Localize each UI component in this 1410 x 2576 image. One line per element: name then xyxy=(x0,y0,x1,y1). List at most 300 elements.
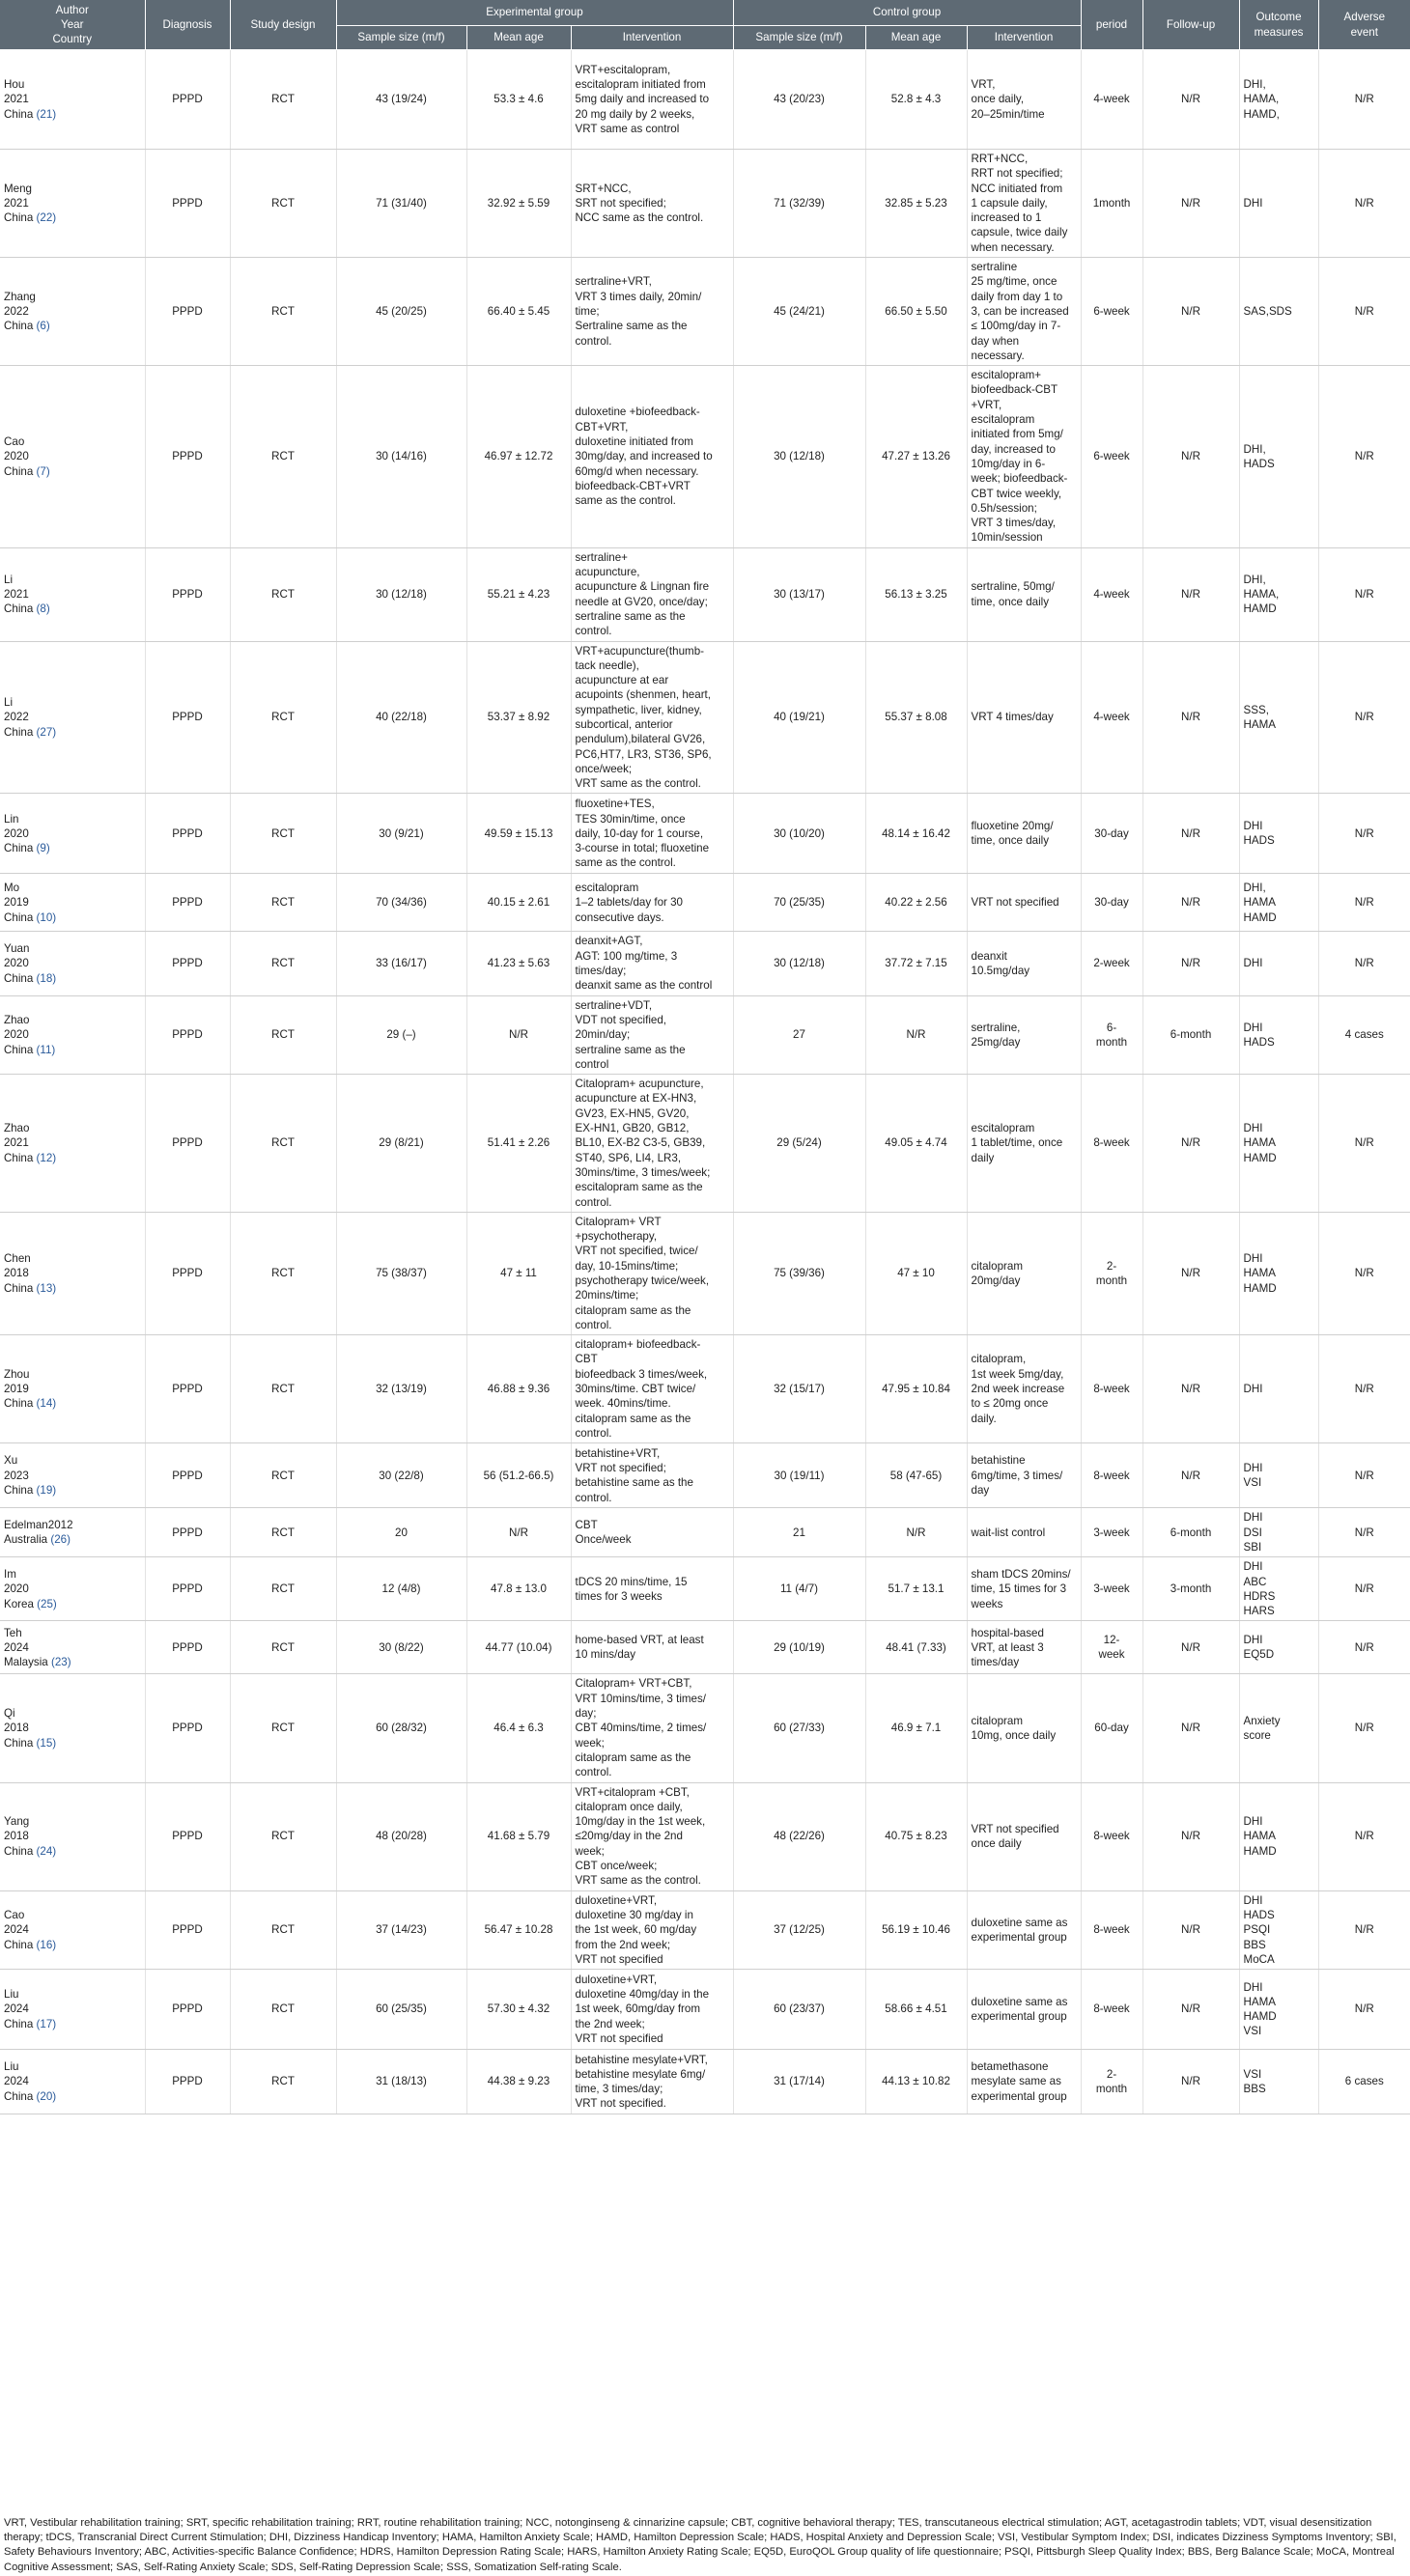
ctrl-intervention-cell: VRT not specified xyxy=(967,874,1081,932)
adverse-event-cell: N/R xyxy=(1318,1890,1410,1969)
outcome-measures-cell: DHI, HAMA, HAMD, xyxy=(1239,50,1318,150)
ctrl-sample-size-cell: 11 (4/7) xyxy=(733,1557,865,1621)
exp-mean-age-cell: 41.23 ± 5.63 xyxy=(466,932,571,995)
adverse-event-cell: 4 cases xyxy=(1318,995,1410,1074)
ctrl-mean-age-cell: N/R xyxy=(865,1508,967,1557)
exp-intervention-cell: deanxit+AGT, AGT: 100 mg/time, 3 times/day; deanxit same as the control xyxy=(571,932,733,995)
follow-up-cell: 6-month xyxy=(1142,995,1239,1074)
exp-intervention-cell: tDCS 20 mins/time, 15 times for 3 weeks xyxy=(571,1557,733,1621)
author-cell xyxy=(0,1782,145,1890)
reference-link[interactable]: (11) xyxy=(36,1043,56,1056)
follow-up-cell: N/R xyxy=(1142,1621,1239,1674)
reference-link[interactable]: (14) xyxy=(36,1397,57,1411)
reference-link[interactable]: (9) xyxy=(36,842,50,855)
table-row xyxy=(0,1212,1410,1334)
study-design-cell: RCT xyxy=(230,366,336,548)
ctrl-mean-age-cell: 66.50 ± 5.50 xyxy=(865,258,967,366)
period-cell: 8-week xyxy=(1081,1443,1142,1508)
reference-link[interactable]: (6) xyxy=(36,320,50,333)
reference-link[interactable]: (27) xyxy=(36,725,57,739)
header-adverse-event: Adverse event xyxy=(1318,0,1410,50)
period-cell: 8-week xyxy=(1081,1075,1142,1213)
follow-up-cell: N/R xyxy=(1142,1075,1239,1213)
exp-mean-age-cell: 57.30 ± 4.32 xyxy=(466,1970,571,2050)
exp-sample-size-cell: 60 (25/35) xyxy=(336,1970,466,2050)
diagnosis-cell: PPPD xyxy=(145,2050,230,2114)
outcome-measures-cell: DHI HADS xyxy=(1239,995,1318,1074)
period-cell: 6-week xyxy=(1081,258,1142,366)
diagnosis-cell: PPPD xyxy=(145,932,230,995)
author-text: Zhou 2019 China xyxy=(4,1367,34,1411)
exp-sample-size-cell: 37 (14/23) xyxy=(336,1890,466,1969)
ctrl-mean-age-cell: 56.13 ± 3.25 xyxy=(865,547,967,641)
ctrl-sample-size-cell: 21 xyxy=(733,1508,865,1557)
header-exp-sample-size: Sample size (m/f) xyxy=(336,26,466,50)
exp-mean-age-cell: N/R xyxy=(466,995,571,1074)
reference-link[interactable]: (24) xyxy=(36,1844,57,1858)
study-design-cell: RCT xyxy=(230,1970,336,2050)
ctrl-mean-age-cell: 55.37 ± 8.08 xyxy=(865,641,967,794)
header-diagnosis: Diagnosis xyxy=(145,0,230,50)
exp-mean-age-cell: 46.97 ± 12.72 xyxy=(466,366,571,548)
ctrl-sample-size-cell: 37 (12/25) xyxy=(733,1890,865,1969)
reference-link[interactable]: (12) xyxy=(36,1151,57,1164)
header-ctrl-mean-age: Mean age xyxy=(865,26,967,50)
author-cell xyxy=(0,1075,145,1213)
period-cell: 30-day xyxy=(1081,874,1142,932)
exp-sample-size-cell: 30 (9/21) xyxy=(336,794,466,874)
study-design-cell: RCT xyxy=(230,995,336,1074)
follow-up-cell: N/R xyxy=(1142,1890,1239,1969)
author-cell xyxy=(0,932,145,995)
follow-up-cell: N/R xyxy=(1142,1212,1239,1334)
ctrl-sample-size-cell: 75 (39/36) xyxy=(733,1212,865,1334)
adverse-event-cell: N/R xyxy=(1318,1621,1410,1674)
author-text: Chen 2018 China xyxy=(4,1252,34,1295)
follow-up-cell: N/R xyxy=(1142,547,1239,641)
exp-sample-size-cell: 12 (4/8) xyxy=(336,1557,466,1621)
author-text: Zhao 2021 China xyxy=(4,1122,34,1164)
exp-mean-age-cell: 47 ± 11 xyxy=(466,1212,571,1334)
author-text: Im 2020 Korea xyxy=(4,1567,34,1610)
author-cell xyxy=(0,1890,145,1969)
outcome-measures-cell: DHI HADS PSQI BBS MoCA xyxy=(1239,1890,1318,1969)
author-text: Edelman2012 Australia xyxy=(4,1518,73,1547)
exp-mean-age-cell: 47.8 ± 13.0 xyxy=(466,1557,571,1621)
ctrl-intervention-cell: duloxetine same as experimental group xyxy=(967,1890,1081,1969)
header-experimental-group: Experimental group xyxy=(336,0,733,26)
header-period: period xyxy=(1081,0,1142,50)
follow-up-cell: N/R xyxy=(1142,258,1239,366)
author-text: Hou 2021 China xyxy=(4,78,34,121)
author-text: Qi 2018 China xyxy=(4,1707,34,1750)
author-text: Li 2022 China xyxy=(4,696,34,739)
table-row xyxy=(0,1443,1410,1508)
ctrl-intervention-cell: hospital-based VRT, at least 3 times/day xyxy=(967,1621,1081,1674)
period-cell: 4-week xyxy=(1081,641,1142,794)
ctrl-mean-age-cell: 52.8 ± 4.3 xyxy=(865,50,967,150)
table-row xyxy=(0,932,1410,995)
study-design-cell: RCT xyxy=(230,1443,336,1508)
exp-mean-age-cell: 51.41 ± 2.26 xyxy=(466,1075,571,1213)
outcome-measures-cell: DHI HAMA HAMD xyxy=(1239,1782,1318,1890)
exp-intervention-cell: betahistine+VRT, VRT not specified; betahistine same as the control. xyxy=(571,1443,733,1508)
adverse-event-cell: N/R xyxy=(1318,366,1410,548)
exp-sample-size-cell: 45 (20/25) xyxy=(336,258,466,366)
adverse-event-cell: N/R xyxy=(1318,794,1410,874)
period-cell: 6-week xyxy=(1081,366,1142,548)
exp-intervention-cell: duloxetine +biofeedback- CBT+VRT, duloxetine initiated from 30mg/day, and increased to 60mg/d when necessary. biofeedback-CBT+VRT same as the control. xyxy=(571,366,733,548)
ctrl-intervention-cell: citalopram 20mg/day xyxy=(967,1212,1081,1334)
author-text: Teh 2024 Malaysia xyxy=(4,1626,48,1669)
period-cell: 2-week xyxy=(1081,932,1142,995)
exp-mean-age-cell: 53.37 ± 8.92 xyxy=(466,641,571,794)
ctrl-sample-size-cell: 60 (27/33) xyxy=(733,1674,865,1782)
outcome-measures-cell: DHI EQ5D xyxy=(1239,1621,1318,1674)
ctrl-intervention-cell: citalopram 10mg, once daily xyxy=(967,1674,1081,1782)
author-cell xyxy=(0,1970,145,2050)
table-row xyxy=(0,874,1410,932)
author-text: Yang 2018 China xyxy=(4,1815,34,1858)
ctrl-mean-age-cell: 56.19 ± 10.46 xyxy=(865,1890,967,1969)
adverse-event-cell: N/R xyxy=(1318,1674,1410,1782)
ctrl-intervention-cell: sham tDCS 20mins/ time, 15 times for 3 weeks xyxy=(967,1557,1081,1621)
author-cell xyxy=(0,1335,145,1443)
exp-mean-age-cell: 53.3 ± 4.6 xyxy=(466,50,571,150)
study-design-cell: RCT xyxy=(230,1075,336,1213)
exp-intervention-cell: VRT+escitalopram, escitalopram initiated from 5mg daily and increased to 20 mg daily by 2 weeks, VRT same as control xyxy=(571,50,733,150)
header-study-design: Study design xyxy=(230,0,336,50)
exp-mean-age-cell: N/R xyxy=(466,1508,571,1557)
exp-intervention-cell: sertraline+VDT, VDT not specified, 20min/day; sertraline same as the control xyxy=(571,995,733,1074)
diagnosis-cell: PPPD xyxy=(145,366,230,548)
follow-up-cell: N/R xyxy=(1142,932,1239,995)
exp-mean-age-cell: 32.92 ± 5.59 xyxy=(466,150,571,258)
outcome-measures-cell: DHI VSI xyxy=(1239,1443,1318,1508)
exp-sample-size-cell: 43 (19/24) xyxy=(336,50,466,150)
study-design-cell: RCT xyxy=(230,641,336,794)
table-row xyxy=(0,150,1410,258)
reference-link[interactable]: (25) xyxy=(37,1597,57,1610)
ctrl-sample-size-cell: 60 (23/37) xyxy=(733,1970,865,2050)
ctrl-sample-size-cell: 30 (12/18) xyxy=(733,932,865,995)
diagnosis-cell: PPPD xyxy=(145,1075,230,1213)
ctrl-sample-size-cell: 45 (24/21) xyxy=(733,258,865,366)
ctrl-intervention-cell: betamethasone mesylate same as experimental group xyxy=(967,2050,1081,2114)
exp-intervention-cell: Citalopram+ acupuncture, acupuncture at EX-HN3, GV23, EX-HN5, GV20, EX-HN1, GB20, GB12, BL10, EX-B2 C3-5, GB39, ST40, SP6, LI4, LR3, 30mins/time, 3 times/week; escitalopram same as the control. xyxy=(571,1075,733,1213)
author-cell xyxy=(0,2050,145,2114)
header-ctrl-sample-size: Sample size (m/f) xyxy=(733,26,865,50)
author-text: Cao 2020 China xyxy=(4,434,34,478)
exp-sample-size-cell: 30 (8/22) xyxy=(336,1621,466,1674)
exp-mean-age-cell: 44.38 ± 9.23 xyxy=(466,2050,571,2114)
reference-link[interactable]: (17) xyxy=(36,2017,57,2030)
adverse-event-cell: N/R xyxy=(1318,1508,1410,1557)
period-cell: 8-week xyxy=(1081,1335,1142,1443)
author-text: Zhang 2022 China xyxy=(4,290,36,333)
ctrl-intervention-cell: VRT 4 times/day xyxy=(967,641,1081,794)
diagnosis-cell: PPPD xyxy=(145,150,230,258)
outcome-measures-cell: DHI, HADS xyxy=(1239,366,1318,548)
ctrl-sample-size-cell: 43 (20/23) xyxy=(733,50,865,150)
ctrl-intervention-cell: escitalopram 1 tablet/time, once daily xyxy=(967,1075,1081,1213)
author-cell xyxy=(0,641,145,794)
ctrl-sample-size-cell: 40 (19/21) xyxy=(733,641,865,794)
follow-up-cell: N/R xyxy=(1142,641,1239,794)
ctrl-intervention-cell: sertraline, 50mg/ time, once daily xyxy=(967,547,1081,641)
table-row xyxy=(0,2050,1410,2114)
exp-sample-size-cell: 71 (31/40) xyxy=(336,150,466,258)
table-row xyxy=(0,50,1410,150)
author-cell xyxy=(0,1557,145,1621)
period-cell: 2- month xyxy=(1081,1212,1142,1334)
exp-sample-size-cell: 30 (22/8) xyxy=(336,1443,466,1508)
study-design-cell: RCT xyxy=(230,1335,336,1443)
adverse-event-cell: N/R xyxy=(1318,641,1410,794)
reference-link[interactable]: (18) xyxy=(36,971,57,985)
exp-intervention-cell: betahistine mesylate+VRT, betahistine mesylate 6mg/ time, 3 times/day; VRT not specified. xyxy=(571,2050,733,2114)
follow-up-cell: N/R xyxy=(1142,50,1239,150)
diagnosis-cell: PPPD xyxy=(145,1335,230,1443)
exp-mean-age-cell: 49.59 ± 15.13 xyxy=(466,794,571,874)
ctrl-sample-size-cell: 30 (12/18) xyxy=(733,366,865,548)
author-cell xyxy=(0,995,145,1074)
author-cell xyxy=(0,1212,145,1334)
ctrl-mean-age-cell: 47 ± 10 xyxy=(865,1212,967,1334)
adverse-event-cell: N/R xyxy=(1318,1212,1410,1334)
diagnosis-cell: PPPD xyxy=(145,995,230,1074)
follow-up-cell: 3-month xyxy=(1142,1557,1239,1621)
author-cell xyxy=(0,1443,145,1508)
reference-link[interactable]: (10) xyxy=(36,910,57,924)
ctrl-sample-size-cell: 30 (19/11) xyxy=(733,1443,865,1508)
reference-link[interactable]: (19) xyxy=(36,1483,57,1497)
outcome-measures-cell: SAS,SDS xyxy=(1239,258,1318,366)
adverse-event-cell: N/R xyxy=(1318,1557,1410,1621)
author-text: Xu 2023 China xyxy=(4,1454,34,1497)
exp-sample-size-cell: 31 (18/13) xyxy=(336,2050,466,2114)
outcome-measures-cell: DHI xyxy=(1239,932,1318,995)
table-row xyxy=(0,1674,1410,1782)
ctrl-sample-size-cell: 48 (22/26) xyxy=(733,1782,865,1890)
reference-link[interactable]: (13) xyxy=(36,1281,57,1295)
author-cell xyxy=(0,547,145,641)
author-text: Yuan 2020 China xyxy=(4,942,34,985)
table-footnote: VRT, Vestibular rehabilitation training; SRT, specific rehabilitation training; RRT, routine rehabilitation training; NCC, notonginseng & cinnarizine capsule; CBT, cognitive behavioral therapy; TES, transcutaneous electrical stimulation; AGT, acetagastrodin tablets; VDT, visual desensitization therapy; tDCS, Transcranial Direct Current Stimulation; DHI, Dizziness Handicap Inventory; HAMA, Hamilton Anxiety Scale; HAMD, Hamilton Depression Scale; HADS, Hospital Anxiety and Depression Scale; VSI, Vestibular Symptom Index; DSI, indicates Dizziness Symptoms Inventory; SBI, Safety Behaviours Inventory; ABC, Activities-specific Balance Confidence; HDRS, Hamilton Depression Rating Scale; HARS, Hamilton Anxiety Rating Scale; EQ5D, EuroQOL Group quality of life questionnaire; PSQI, Pittsburgh Sleep Quality Index; BBS, Berg Balance Scale; MoCA, Montreal Cognitive Assessment; SAS, Self-Rating Anxiety Scale; SDS, Self-Rating Depression Scale; SSS, Somatization Self-rating Scale. xyxy=(4,2517,1396,2573)
adverse-event-cell: N/R xyxy=(1318,932,1410,995)
ctrl-mean-age-cell: 58.66 ± 4.51 xyxy=(865,1970,967,2050)
outcome-measures-cell: DHI ABC HDRS HARS xyxy=(1239,1557,1318,1621)
ctrl-sample-size-cell: 30 (13/17) xyxy=(733,547,865,641)
table-row xyxy=(0,547,1410,641)
study-design-cell: RCT xyxy=(230,50,336,150)
period-cell: 8-week xyxy=(1081,1970,1142,2050)
author-cell xyxy=(0,794,145,874)
follow-up-cell: N/R xyxy=(1142,150,1239,258)
header-follow-up: Follow-up xyxy=(1142,0,1239,50)
study-design-cell: RCT xyxy=(230,1621,336,1674)
diagnosis-cell: PPPD xyxy=(145,1212,230,1334)
header-ctrl-intervention: Intervention xyxy=(967,26,1081,50)
header-author: Author Year Country xyxy=(0,0,145,50)
table-row xyxy=(0,258,1410,366)
diagnosis-cell: PPPD xyxy=(145,1621,230,1674)
study-design-cell: RCT xyxy=(230,1212,336,1334)
exp-intervention-cell: VRT+citalopram +CBT, citalopram once daily, 10mg/day in the 1st week, ≤20mg/day in the 2nd week; CBT once/week; VRT same as the control. xyxy=(571,1782,733,1890)
diagnosis-cell: PPPD xyxy=(145,258,230,366)
follow-up-cell: N/R xyxy=(1142,1674,1239,1782)
ctrl-mean-age-cell: 47.95 ± 10.84 xyxy=(865,1335,967,1443)
adverse-event-cell: N/R xyxy=(1318,258,1410,366)
author-cell xyxy=(0,50,145,150)
author-text: Liu 2024 China xyxy=(4,1988,34,2030)
diagnosis-cell: PPPD xyxy=(145,1782,230,1890)
author-cell xyxy=(0,366,145,548)
author-cell xyxy=(0,874,145,932)
table-row xyxy=(0,1782,1410,1890)
adverse-event-cell: N/R xyxy=(1318,874,1410,932)
ctrl-sample-size-cell: 27 xyxy=(733,995,865,1074)
exp-intervention-cell: CBT Once/week xyxy=(571,1508,733,1557)
outcome-measures-cell: DHI HAMA HAMD xyxy=(1239,1075,1318,1213)
exp-intervention-cell: VRT+acupuncture(thumb- tack needle), acupuncture at ear acupoints (shenmen, heart, sympathetic, liver, kidney, subcortical, anterior pendulum),bilateral GV26, PC6,HT7, LR3, ST36, SP6, once/week; VRT same as the control. xyxy=(571,641,733,794)
adverse-event-cell: N/R xyxy=(1318,150,1410,258)
period-cell: 2- month xyxy=(1081,2050,1142,2114)
ctrl-sample-size-cell: 29 (10/19) xyxy=(733,1621,865,1674)
follow-up-cell: N/R xyxy=(1142,1335,1239,1443)
exp-mean-age-cell: 56.47 ± 10.28 xyxy=(466,1890,571,1969)
exp-mean-age-cell: 56 (51.2-66.5) xyxy=(466,1443,571,1508)
ctrl-mean-age-cell: 49.05 ± 4.74 xyxy=(865,1075,967,1213)
exp-mean-age-cell: 44.77 (10.04) xyxy=(466,1621,571,1674)
exp-sample-size-cell: 48 (20/28) xyxy=(336,1782,466,1890)
follow-up-cell: N/R xyxy=(1142,1443,1239,1508)
table-row xyxy=(0,995,1410,1074)
ctrl-intervention-cell: escitalopram+ biofeedback-CBT +VRT, escitalopram initiated from 5mg/ day, increased to 10mg/day in 6- week; biofeedback- CBT twice weekly, 0.5h/session; VRT 3 times/day, 10min/session xyxy=(967,366,1081,548)
follow-up-cell: N/R xyxy=(1142,1782,1239,1890)
table-row xyxy=(0,1075,1410,1213)
exp-intervention-cell: SRT+NCC, SRT not specified; NCC same as the control. xyxy=(571,150,733,258)
reference-link[interactable]: (7) xyxy=(36,464,50,478)
table-row xyxy=(0,794,1410,874)
follow-up-cell: N/R xyxy=(1142,366,1239,548)
period-cell: 1month xyxy=(1081,150,1142,258)
ctrl-sample-size-cell: 32 (15/17) xyxy=(733,1335,865,1443)
exp-intervention-cell: duloxetine+VRT, duloxetine 30 mg/day in the 1st week, 60 mg/day from the 2nd week; VRT not specified xyxy=(571,1890,733,1969)
adverse-event-cell: N/R xyxy=(1318,1075,1410,1213)
diagnosis-cell: PPPD xyxy=(145,1557,230,1621)
ctrl-mean-age-cell: 48.14 ± 16.42 xyxy=(865,794,967,874)
exp-sample-size-cell: 75 (38/37) xyxy=(336,1212,466,1334)
reference-link[interactable]: (22) xyxy=(36,211,57,225)
table-row xyxy=(0,1557,1410,1621)
ctrl-mean-age-cell: 46.9 ± 7.1 xyxy=(865,1674,967,1782)
study-design-cell: RCT xyxy=(230,547,336,641)
exp-intervention-cell: citalopram+ biofeedback- CBT biofeedback 3 times/week, 30mins/time. CBT twice/ week. 40mins/time. citalopram same as the control. xyxy=(571,1335,733,1443)
exp-sample-size-cell: 29 (8/21) xyxy=(336,1075,466,1213)
table-row xyxy=(0,1890,1410,1969)
author-cell xyxy=(0,258,145,366)
reference-link[interactable]: (15) xyxy=(36,1736,57,1750)
exp-sample-size-cell: 32 (13/19) xyxy=(336,1335,466,1443)
diagnosis-cell: PPPD xyxy=(145,1508,230,1557)
author-text: Cao 2024 China xyxy=(4,1908,34,1951)
diagnosis-cell: PPPD xyxy=(145,874,230,932)
exp-sample-size-cell: 29 (–) xyxy=(336,995,466,1074)
reference-link[interactable]: (8) xyxy=(36,602,50,616)
reference-link[interactable]: (16) xyxy=(36,1938,57,1951)
reference-link[interactable]: (23) xyxy=(50,1656,71,1669)
reference-link[interactable]: (21) xyxy=(36,107,57,121)
author-text: Mo 2019 China xyxy=(4,882,34,924)
diagnosis-cell: PPPD xyxy=(145,641,230,794)
study-design-cell: RCT xyxy=(230,1674,336,1782)
outcome-measures-cell: Anxiety score xyxy=(1239,1674,1318,1782)
exp-intervention-cell: fluoxetine+TES, TES 30min/time, once daily, 10-day for 1 course, 3-course in total; fluoxetine same as the control. xyxy=(571,794,733,874)
table-header xyxy=(0,0,1410,50)
table-row xyxy=(0,641,1410,794)
exp-sample-size-cell: 20 xyxy=(336,1508,466,1557)
diagnosis-cell: PPPD xyxy=(145,794,230,874)
author-cell xyxy=(0,1674,145,1782)
period-cell: 6- month xyxy=(1081,995,1142,1074)
outcome-measures-cell: VSI BBS xyxy=(1239,2050,1318,2114)
author-text: Meng 2021 China xyxy=(4,182,34,225)
author-text: Lin 2020 China xyxy=(4,812,34,855)
reference-link[interactable]: (26) xyxy=(50,1533,70,1547)
exp-intervention-cell: sertraline+VRT, VRT 3 times daily, 20min/ time; Sertraline same as the control. xyxy=(571,258,733,366)
study-design-cell: RCT xyxy=(230,258,336,366)
ctrl-mean-age-cell: 44.13 ± 10.82 xyxy=(865,2050,967,2114)
study-design-cell: RCT xyxy=(230,2050,336,2114)
exp-mean-age-cell: 66.40 ± 5.45 xyxy=(466,258,571,366)
table-row xyxy=(0,366,1410,548)
exp-mean-age-cell: 41.68 ± 5.79 xyxy=(466,1782,571,1890)
ctrl-intervention-cell: duloxetine same as experimental group xyxy=(967,1970,1081,2050)
exp-mean-age-cell: 40.15 ± 2.61 xyxy=(466,874,571,932)
ctrl-intervention-cell: deanxit 10.5mg/day xyxy=(967,932,1081,995)
ctrl-intervention-cell: betahistine 6mg/time, 3 times/ day xyxy=(967,1443,1081,1508)
period-cell: 4-week xyxy=(1081,547,1142,641)
period-cell: 12- week xyxy=(1081,1621,1142,1674)
outcome-measures-cell: DHI xyxy=(1239,150,1318,258)
ctrl-intervention-cell: sertraline 25 mg/time, once daily from day 1 to 3, can be increased ≤ 100mg/day in 7- day when necessary. xyxy=(967,258,1081,366)
reference-link[interactable]: (20) xyxy=(36,2089,57,2103)
adverse-event-cell: N/R xyxy=(1318,1335,1410,1443)
ctrl-mean-age-cell: 58 (47-65) xyxy=(865,1443,967,1508)
ctrl-mean-age-cell: 40.75 ± 8.23 xyxy=(865,1782,967,1890)
study-design-cell: RCT xyxy=(230,932,336,995)
follow-up-cell: N/R xyxy=(1142,2050,1239,2114)
period-cell: 60-day xyxy=(1081,1674,1142,1782)
author-cell xyxy=(0,1621,145,1674)
ctrl-intervention-cell: RRT+NCC, RRT not specified; NCC initiated from 1 capsule daily, increased to 1 capsule, twice daily when necessary. xyxy=(967,150,1081,258)
header-exp-mean-age: Mean age xyxy=(466,26,571,50)
ctrl-sample-size-cell: 70 (25/35) xyxy=(733,874,865,932)
exp-intervention-cell: duloxetine+VRT, duloxetine 40mg/day in the 1st week, 60mg/day from the 2nd week; VRT not specified xyxy=(571,1970,733,2050)
header-control-group: Control group xyxy=(733,0,1081,26)
outcome-measures-cell: DHI xyxy=(1239,1335,1318,1443)
follow-up-cell: 6-month xyxy=(1142,1508,1239,1557)
ctrl-mean-age-cell: 32.85 ± 5.23 xyxy=(865,150,967,258)
outcome-measures-cell: DHI, HAMA HAMD xyxy=(1239,874,1318,932)
study-design-cell: RCT xyxy=(230,1557,336,1621)
period-cell: 4-week xyxy=(1081,50,1142,150)
exp-sample-size-cell: 33 (16/17) xyxy=(336,932,466,995)
exp-mean-age-cell: 55.21 ± 4.23 xyxy=(466,547,571,641)
ctrl-intervention-cell: VRT not specified once daily xyxy=(967,1782,1081,1890)
ctrl-intervention-cell: sertraline, 25mg/day xyxy=(967,995,1081,1074)
